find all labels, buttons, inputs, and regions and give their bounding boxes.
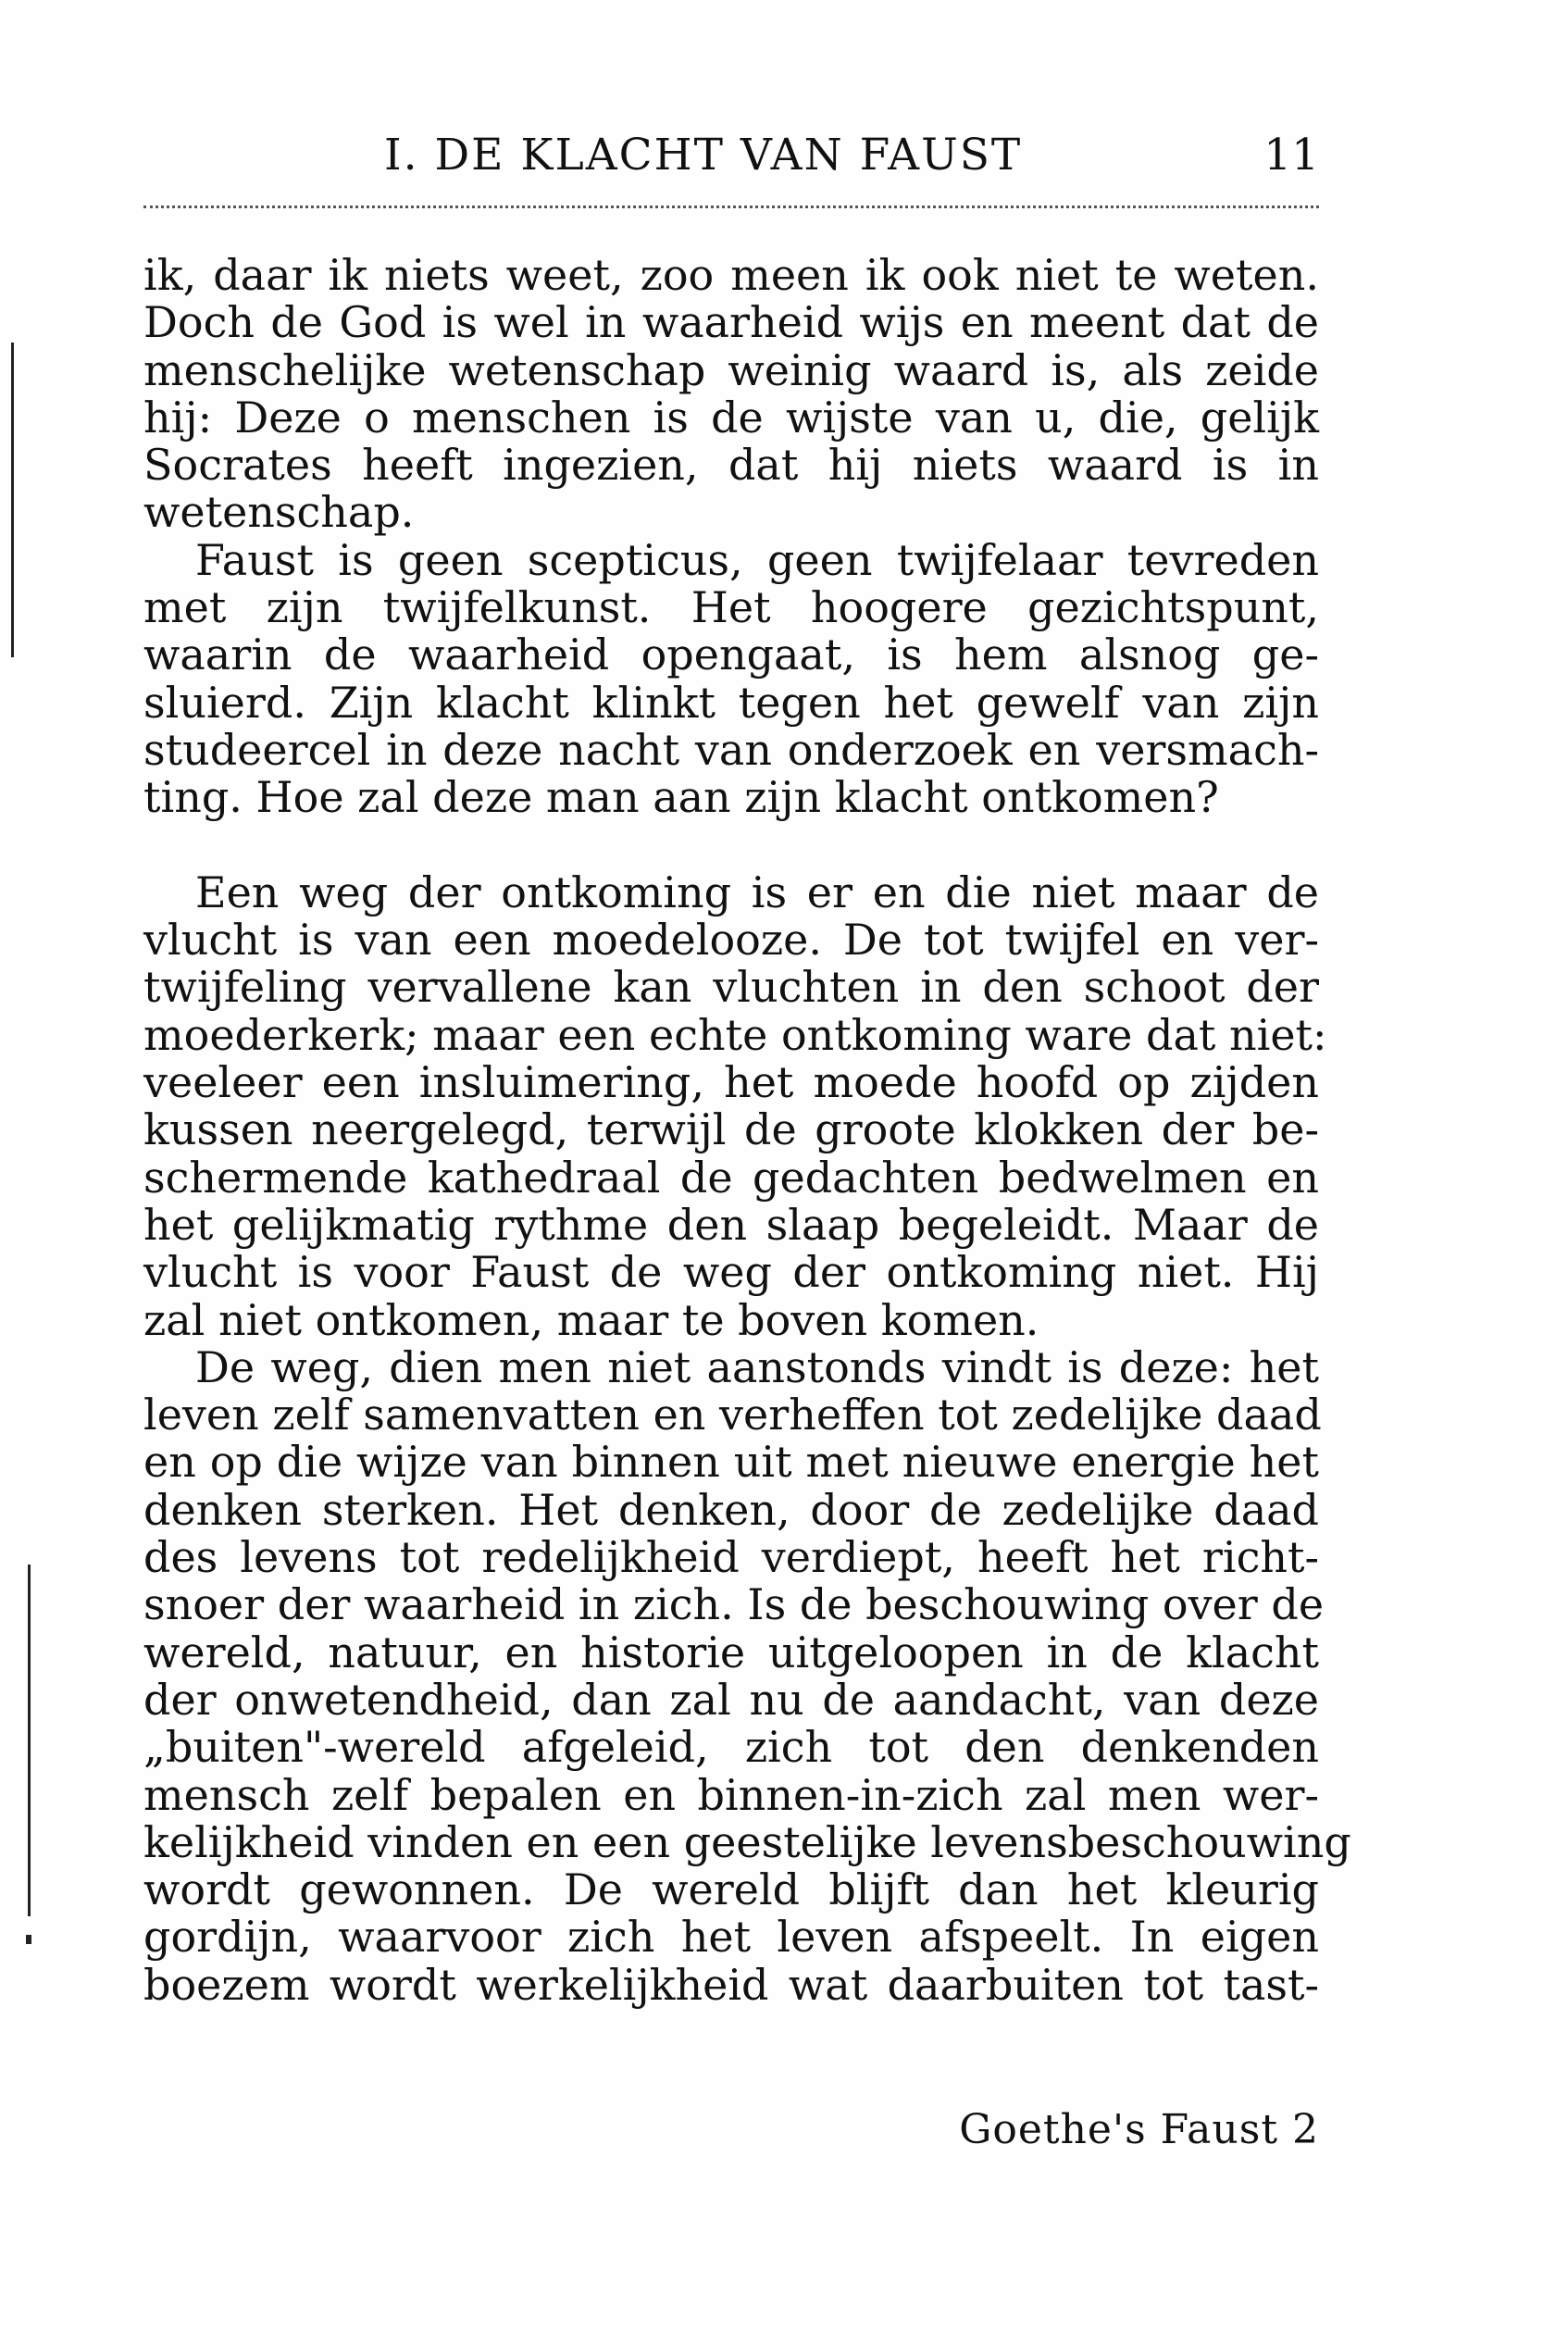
text-line: boezem wordt werkelijkheid wat daarbuiten tot tast-: [143, 1959, 1319, 2010]
text-line: en op die wijze van binnen uit met nieuwe energie het: [143, 1437, 1319, 1488]
text-line: sluierd. Zijn klacht klinkt tegen het gewelf van zijn: [143, 677, 1319, 728]
running-title: I. DE KLACHT VAN FAUST: [384, 130, 1023, 181]
scan-margin-line: [11, 343, 14, 657]
paragraph-gap: [143, 822, 1319, 869]
text-line: denken sterken. Het denken, door de zedelijke daad: [143, 1484, 1319, 1535]
text-line: vlucht is van een moedelooze. De tot twijfel en ver-: [143, 915, 1319, 966]
scan-margin-speck: [26, 1935, 31, 1944]
text-line: des levens tot redelijkheid verdiept, heeft het richt-: [143, 1532, 1319, 1583]
text-line: Een weg der ontkoming is er en die niet maar de: [195, 867, 1319, 917]
text-line: wetenschap.: [143, 487, 415, 538]
scan-margin-line: [28, 1565, 31, 1916]
text-line: twijfeling vervallene kan vluchten in den schoot der: [143, 962, 1319, 1013]
signature-mark: Goethe's Faust 2: [959, 2106, 1319, 2153]
text-line: vlucht is voor Faust de weg der ontkoming niet. Hij: [143, 1247, 1319, 1298]
text-line: zal niet ontkomen, maar te boven komen.: [143, 1294, 1039, 1345]
text-line: Socrates heeft ingezien, dat hij niets waard is in: [143, 440, 1319, 491]
text-line: De weg, dien men niet aanstonds vindt is deze: het: [195, 1341, 1319, 1392]
text-line: veeleer een insluimering, het moede hoofd op zijden: [143, 1057, 1319, 1108]
text-line: het gelijkmatig rythme den slaap begeleidt. Maar de: [143, 1199, 1319, 1250]
text-line: studeercel in deze nacht van onderzoek en versmach-: [143, 724, 1319, 775]
text-line: hij: Deze o menschen is de wijste van u, die, gelijk: [143, 392, 1319, 443]
text-line: kelijkheid vinden en een geestelijke levensbeschouwing: [143, 1816, 1351, 1867]
page-number: 11: [1263, 130, 1319, 181]
text-line: leven zelf samenvatten en verheffen tot zedelijke daad: [143, 1390, 1322, 1440]
text-line: Doch de God is wel in waarheid wijs en meent dat de: [143, 297, 1319, 348]
text-line: schermende kathedraal de gedachten bedwelmen en: [143, 1152, 1319, 1203]
header-rule: [143, 206, 1319, 208]
running-head: [143, 130, 1319, 194]
text-line: gordijn, waarvoor zich het leven afspeelt. In eigen: [143, 1912, 1319, 1963]
text-line: Faust is geen scepticus, geen twijfelaar tevreden: [195, 534, 1319, 585]
text-line: menschelijke wetenschap weinig waard is, als zeide: [143, 344, 1319, 395]
text-line: ik, daar ik niets weet, zoo meen ik ook niet te weten.: [143, 250, 1319, 300]
text-line: snoer der waarheid in zich. Is de beschouwing over de: [143, 1579, 1325, 1630]
body-text: [143, 250, 1351, 2010]
text-line: mensch zelf bepalen en binnen-in-zich zal men wer-: [143, 1769, 1319, 1820]
text-line: ting. Hoe zal deze man aan zijn klacht ontkomen?: [143, 772, 1219, 823]
text-line: „buiten"-wereld afgeleid, zich tot den denkenden: [143, 1722, 1319, 1773]
text-line: wereld, natuur, en historie uitgeloopen in de klacht: [143, 1627, 1319, 1677]
text-line: met zijn twijfelkunst. Het hoogere gezichtspunt,: [143, 582, 1319, 633]
text-line: waarin de waarheid opengaat, is hem alsnog ge-: [143, 630, 1319, 680]
text-line: moederkerk; maar een echte ontkoming ware dat niet:: [143, 1009, 1327, 1060]
text-line: kussen neergelegd, terwijl de groote klokken der be-: [143, 1104, 1319, 1155]
text-line: wordt gewonnen. De wereld blijft dan het kleurig: [143, 1864, 1319, 1915]
text-line: der onwetendheid, dan zal nu de aandacht, van deze: [143, 1674, 1319, 1725]
